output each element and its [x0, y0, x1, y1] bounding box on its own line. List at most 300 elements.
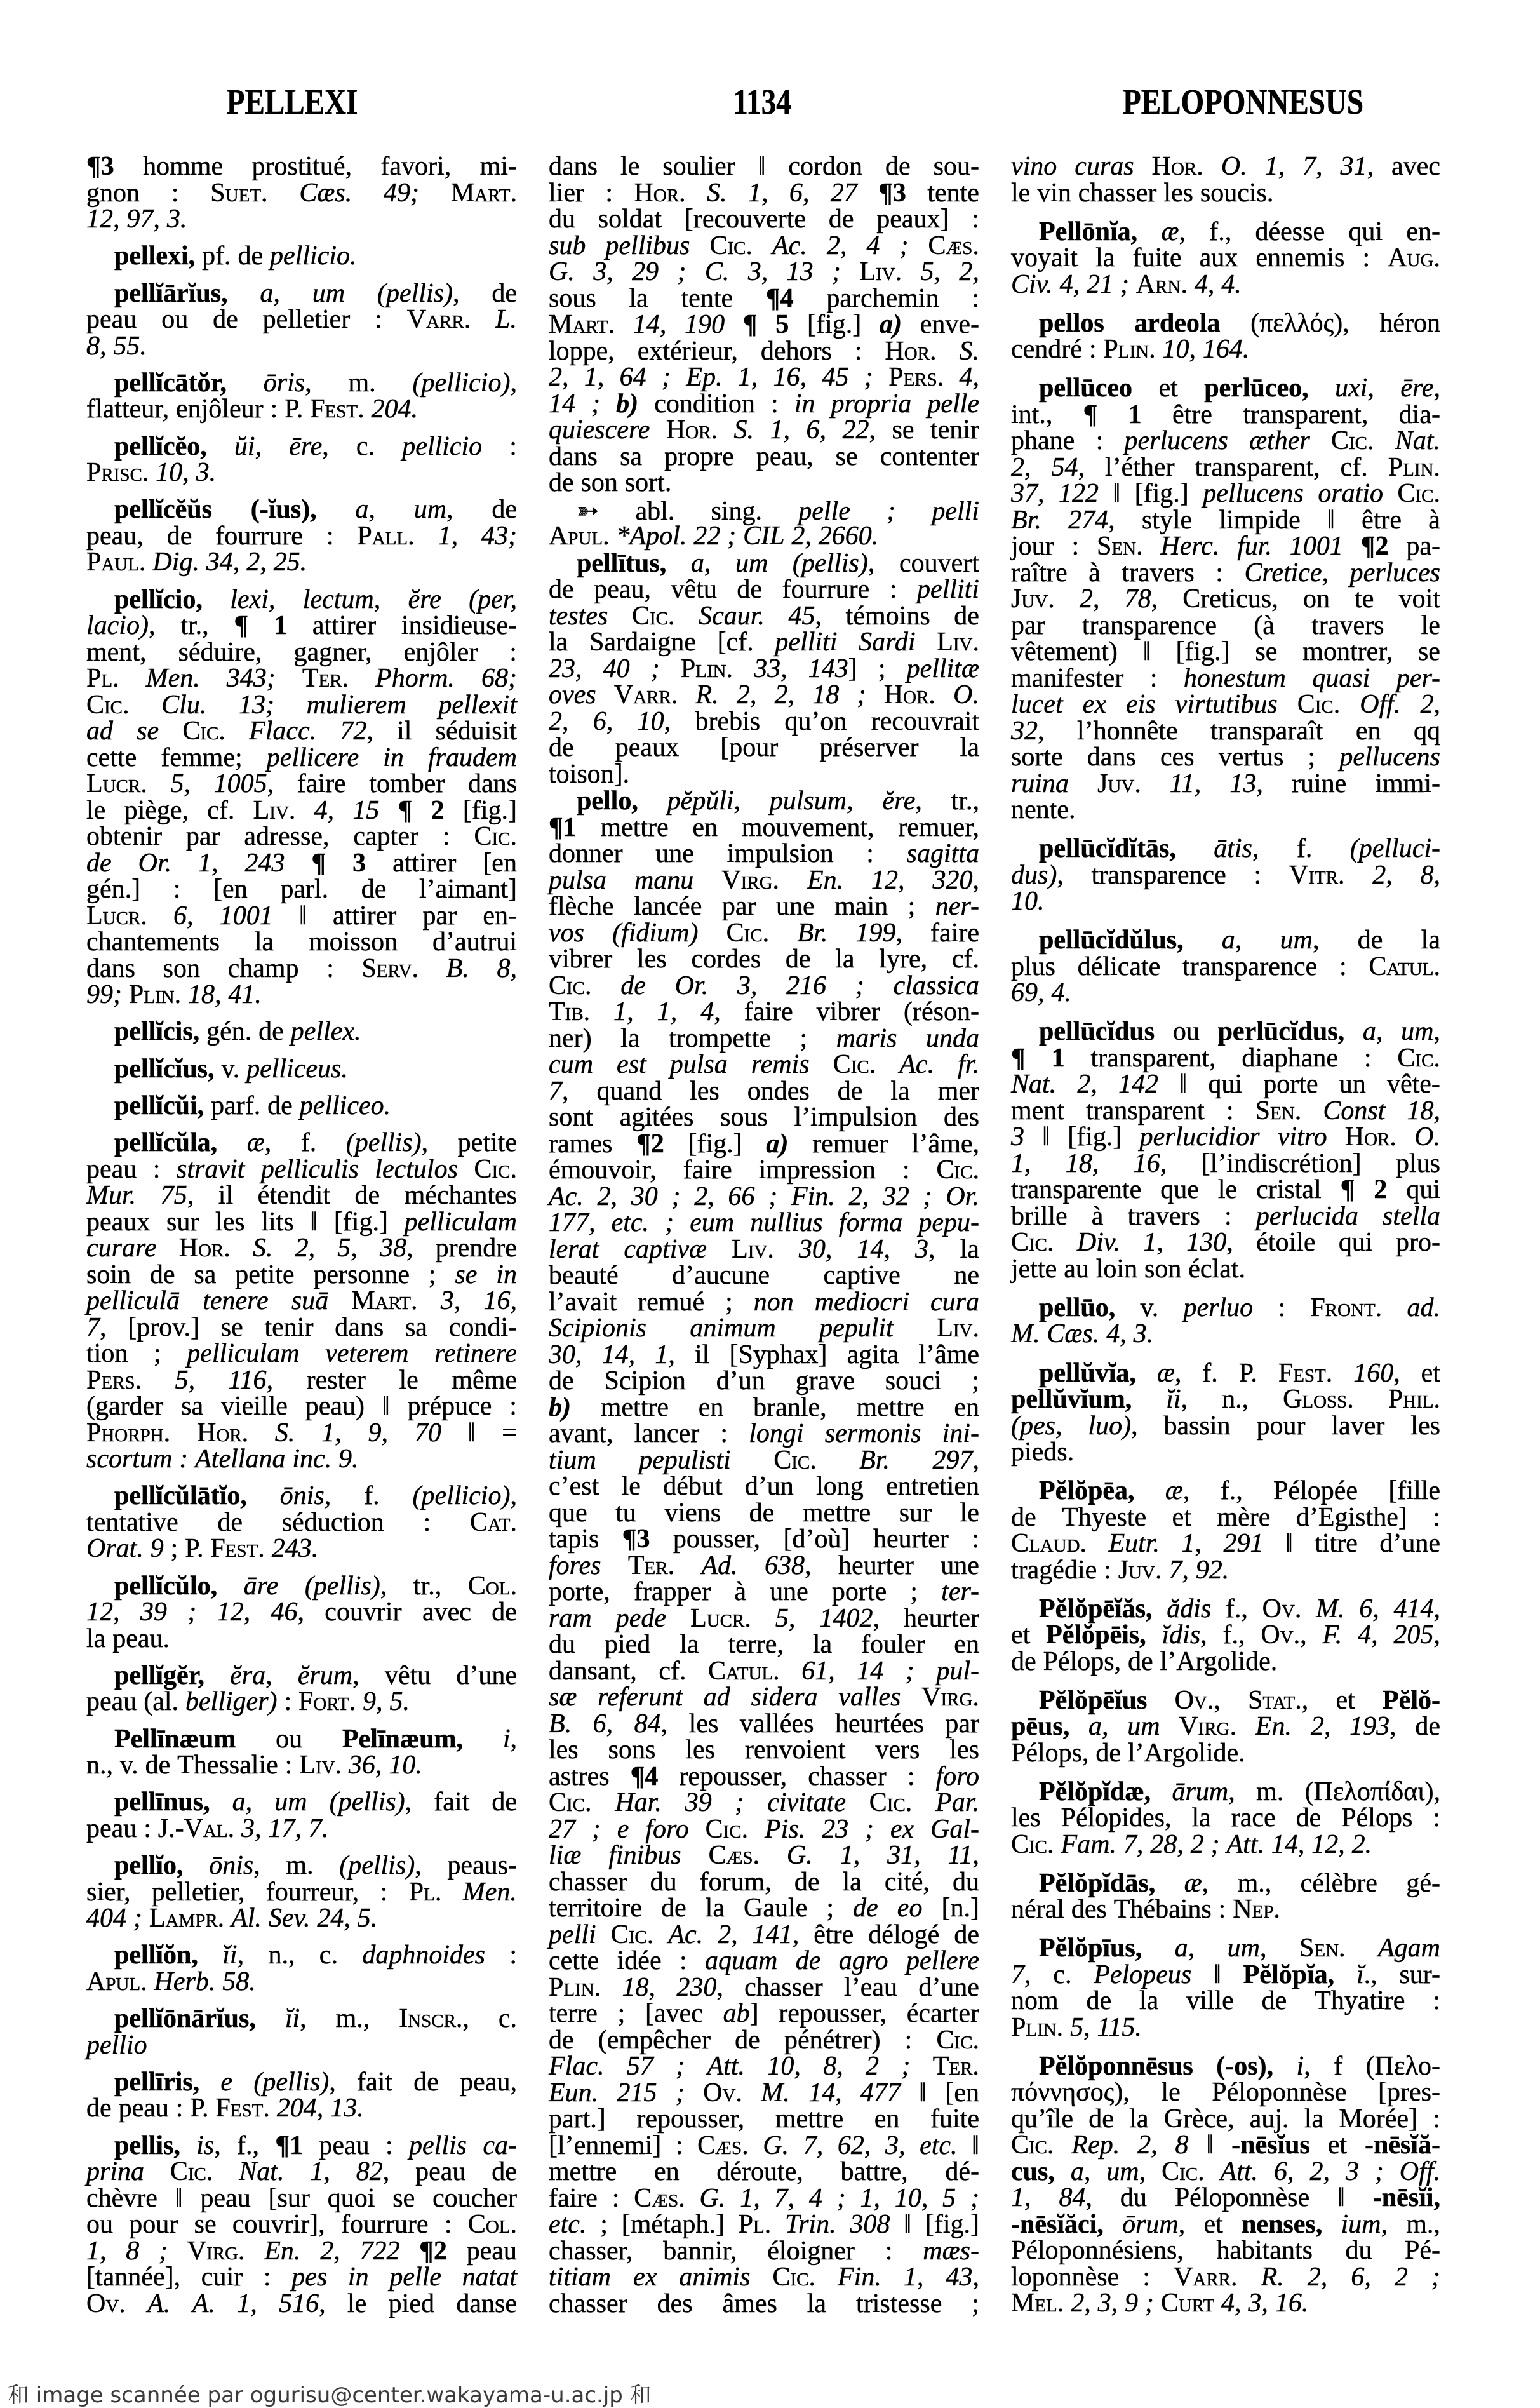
- word: [175, 2183, 183, 2213]
- word: [1226, 1829, 1264, 1859]
- text-line: [549, 2130, 979, 2160]
- word: [456, 1660, 517, 1690]
- text: les: [690, 1076, 720, 1106]
- word: [1011, 1256, 1057, 1283]
- text: :: [902, 1155, 910, 1185]
- bold-text: -nēsĭi,: [1372, 2183, 1440, 2213]
- dictionary-entry: [86, 370, 517, 423]
- italic-text: uxi,: [1335, 373, 1374, 403]
- dictionary-entry: [86, 1573, 517, 1653]
- word: [549, 2291, 627, 2318]
- italic-text: forma: [838, 1208, 903, 1237]
- author-abbreviation: Hor.: [634, 178, 686, 208]
- bold-text: 3: [352, 848, 366, 878]
- text-line: [86, 2238, 517, 2265]
- word: [86, 1877, 131, 1907]
- italic-text: natat: [462, 2263, 517, 2292]
- word: [383, 745, 404, 772]
- word: [934, 154, 979, 180]
- text: gagner,: [293, 637, 372, 667]
- italic-text: ;: [864, 1814, 874, 1844]
- italic-text: 46: [271, 1597, 298, 1627]
- word: [789, 603, 822, 630]
- word: [591, 1814, 601, 1844]
- italic-text: 92.: [1195, 1555, 1229, 1585]
- text-line: [86, 1183, 517, 1209]
- word: [775, 312, 789, 339]
- word: [310, 2159, 330, 2186]
- italic-text: quiescere: [549, 415, 650, 445]
- italic-text: (per,: [469, 584, 517, 614]
- word: [549, 812, 577, 842]
- text: f.,: [1225, 1594, 1248, 1624]
- italic-text: foro: [935, 1761, 979, 1791]
- word: [617, 523, 687, 550]
- word: [685, 1790, 712, 1817]
- text: se: [194, 2210, 217, 2239]
- text: de: [549, 575, 574, 604]
- word: [832, 1579, 887, 1606]
- word: [302, 584, 381, 614]
- text-line: [549, 1105, 979, 1131]
- word: [1273, 2156, 1294, 2186]
- text: et: [1158, 373, 1178, 403]
- text: transparent,: [1195, 452, 1320, 482]
- word: [1407, 1295, 1440, 1322]
- word: [502, 1420, 517, 1447]
- text: danse: [456, 2289, 517, 2318]
- text-line: [86, 1877, 517, 1907]
- text: le: [960, 1498, 979, 1528]
- word: [949, 1737, 979, 1764]
- italic-text: A.: [192, 2289, 215, 2318]
- word: [734, 417, 754, 444]
- italic-text: 5: [942, 2183, 956, 2213]
- word: [230, 1660, 272, 1690]
- text: se: [1417, 637, 1440, 667]
- text-line: [86, 613, 517, 640]
- word: [814, 1922, 854, 1949]
- italic-text: 43;: [481, 521, 517, 551]
- word: [824, 1263, 901, 1289]
- italic-text: Gal-: [930, 1814, 979, 1844]
- text: ;: [153, 1339, 161, 1368]
- text: chasser: [744, 1972, 823, 2002]
- italic-text: 274: [1068, 505, 1109, 535]
- word: [126, 2238, 139, 2265]
- text: style: [1141, 505, 1193, 535]
- word: [1095, 1740, 1121, 1767]
- italic-text: ;: [864, 363, 873, 392]
- word: [1355, 586, 1374, 613]
- text: sa: [620, 441, 643, 471]
- italic-text: 10,: [767, 2052, 801, 2081]
- word: [462, 2264, 517, 2291]
- word: [325, 1599, 401, 1626]
- text: vieille: [220, 1392, 288, 1421]
- word: [152, 549, 199, 576]
- word: [878, 180, 906, 207]
- dictionary-entry: [86, 1093, 517, 1120]
- italic-text: Cæs.: [1047, 1319, 1100, 1349]
- text: ,: [253, 1851, 260, 1880]
- text: sorte: [1011, 743, 1063, 772]
- text-line: [86, 1853, 517, 1880]
- word: [1120, 2185, 1147, 2212]
- word: [948, 1843, 979, 1869]
- text: écarter: [906, 1999, 979, 2028]
- word: [663, 2238, 737, 2265]
- word: [676, 1972, 723, 2002]
- word: [794, 1869, 820, 1896]
- word: [203, 1288, 268, 1315]
- word: [634, 1711, 668, 1738]
- text: transparente: [1011, 1175, 1142, 1205]
- italic-text: 115.: [1097, 2012, 1142, 2042]
- word: [312, 613, 376, 640]
- word: [1310, 1295, 1382, 1322]
- italic-text: 18,: [1065, 1148, 1099, 1178]
- word: [1231, 1805, 1276, 1832]
- italic-text: 3.: [166, 205, 187, 234]
- word: [887, 1843, 921, 1869]
- word: [936, 1157, 979, 1184]
- text: vibrer: [549, 945, 613, 974]
- word: [1322, 1622, 1342, 1649]
- text: tion: [86, 1339, 128, 1368]
- bold-text: Pĕlŏ-: [1383, 1685, 1440, 1715]
- text-line: [1011, 219, 1440, 246]
- text: transparent: [1086, 1096, 1205, 1126]
- word: [86, 2030, 147, 2060]
- italic-text: referunt: [598, 1683, 683, 1712]
- author-abbreviation: Mart.: [549, 310, 615, 339]
- italic-text: *Apol.: [616, 521, 687, 551]
- word: [1011, 771, 1069, 798]
- word: [1139, 1988, 1158, 2015]
- word: [247, 1130, 272, 1157]
- text: du: [549, 205, 575, 234]
- word: [1359, 1596, 1379, 1623]
- word: [375, 1154, 458, 1184]
- text: tragédie: [1011, 1555, 1097, 1585]
- dictionary-entry: [1011, 1295, 1440, 1348]
- word: [297, 1660, 359, 1690]
- text: pieds.: [1011, 1437, 1075, 1467]
- text-line: [1011, 1557, 1440, 1584]
- word: [1051, 452, 1085, 482]
- word: [258, 1183, 330, 1209]
- italic-text: Cretice,: [1244, 558, 1329, 588]
- word: [549, 1181, 584, 1211]
- word: [899, 1500, 932, 1527]
- text-line: [86, 1056, 517, 1083]
- bold-text: Pĕlŏpĭa,: [1243, 1960, 1335, 1989]
- word: [765, 1814, 806, 1844]
- italic-text: 6,: [806, 415, 826, 445]
- word: [352, 848, 366, 878]
- italic-text: perlucens: [1124, 426, 1228, 456]
- italic-text: ārum: [1172, 1777, 1229, 1806]
- word: [901, 2054, 910, 2080]
- word: [680, 1948, 687, 1975]
- word: [114, 370, 227, 397]
- word: [882, 1181, 909, 1211]
- word: [1081, 610, 1217, 640]
- text: femme;: [161, 743, 243, 772]
- italic-text: 516: [279, 2289, 319, 2318]
- word: [815, 1289, 909, 1316]
- italic-text: 45: [822, 363, 849, 392]
- word: [1011, 452, 1031, 482]
- text: fait: [434, 1787, 470, 1817]
- text: ;: [878, 654, 886, 683]
- text: v.: [119, 1751, 138, 1780]
- word: [1011, 1177, 1141, 1204]
- italic-text: 18,: [622, 1972, 655, 2002]
- text: :: [144, 1813, 151, 1843]
- dictionary-entry: [549, 548, 979, 789]
- word: [1088, 1714, 1109, 1740]
- word: [1122, 2209, 1186, 2239]
- word: [196, 460, 217, 487]
- word: [615, 1790, 662, 1817]
- author-abbreviation: Hor.: [178, 1234, 231, 1263]
- text-line: [549, 1052, 979, 1079]
- word: [1068, 1124, 1122, 1151]
- text-line: [549, 735, 979, 762]
- word: [1339, 744, 1440, 771]
- italic-text: um: [1127, 1712, 1160, 1742]
- word: [1394, 1596, 1441, 1623]
- dictionary-entry: [86, 1483, 517, 1563]
- text-line: [86, 1536, 517, 1563]
- author-abbreviation: J.-Val.: [157, 1813, 235, 1843]
- text: c.: [498, 2004, 517, 2033]
- word: [673, 1526, 760, 1553]
- text: champ: [227, 953, 299, 983]
- word: [1071, 2132, 1120, 2159]
- word: [598, 206, 662, 233]
- italic-text: S.: [959, 336, 979, 366]
- word: [930, 1289, 979, 1316]
- word: [748, 180, 768, 207]
- text: séduction: [281, 1507, 384, 1537]
- word: [1062, 1502, 1147, 1532]
- text-line: [86, 1789, 517, 1816]
- word: [1399, 586, 1440, 613]
- word: [549, 2264, 611, 2291]
- italic-text: 3,: [885, 2130, 906, 2160]
- word: [86, 333, 107, 360]
- italic-text: pellicio.: [270, 241, 357, 271]
- word: [185, 1536, 203, 1563]
- word: [251, 497, 317, 523]
- word: [1311, 1714, 1331, 1740]
- text: des: [1071, 1895, 1107, 1925]
- word: [1011, 639, 1118, 666]
- text-line: [1011, 1779, 1440, 1806]
- text: délicate: [1077, 952, 1161, 981]
- word: [133, 1906, 142, 1932]
- text: rames: [549, 1129, 613, 1159]
- italic-text: in: [347, 2263, 369, 2292]
- bold-text: ¶1: [275, 2130, 304, 2160]
- text: ‖: [1179, 1070, 1188, 1100]
- italic-text: 1402: [819, 1603, 873, 1633]
- italic-text: a,: [1088, 1712, 1109, 1742]
- italic-text: pellere: [906, 1946, 979, 1975]
- italic-text: āre: [243, 1571, 279, 1601]
- word: [190, 2095, 208, 2122]
- word: [807, 312, 861, 339]
- word: [1406, 2209, 1440, 2239]
- text: de: [794, 1867, 820, 1897]
- author-abbreviation: Fest.: [310, 394, 365, 424]
- text: [en: [945, 2078, 979, 2108]
- word: [657, 999, 678, 1026]
- italic-text: (pellis): [377, 278, 453, 308]
- word: [857, 682, 866, 709]
- word: [630, 1761, 659, 1791]
- text-line: [1011, 1935, 1440, 1962]
- word: [826, 1895, 834, 1922]
- text: Pélopides,: [1061, 1803, 1172, 1833]
- word: [144, 1813, 151, 1843]
- italic-text: vino: [1011, 152, 1057, 181]
- italic-text: S.: [733, 415, 754, 445]
- text: de: [1088, 2104, 1114, 2134]
- word: [492, 1599, 517, 1626]
- word: [768, 1181, 778, 1211]
- word: [720, 1421, 728, 1448]
- word: [645, 2001, 703, 2028]
- word: [808, 2183, 822, 2213]
- word: [857, 1658, 883, 1685]
- text: :: [380, 1877, 388, 1907]
- author-abbreviation: Virg.: [921, 1683, 979, 1712]
- text: chantements: [86, 927, 220, 957]
- text: πόννησος),: [1011, 2078, 1130, 2108]
- text: déesse: [1255, 217, 1325, 246]
- word: [801, 1658, 835, 1685]
- italic-text: lectulos: [375, 1154, 458, 1184]
- word: [140, 1599, 167, 1626]
- italic-text: 193: [1349, 1712, 1390, 1742]
- italic-text: Off.: [1399, 2156, 1440, 2186]
- italic-text: 61,: [801, 1656, 835, 1686]
- word: [1214, 836, 1259, 863]
- text: f.,: [1209, 217, 1232, 246]
- italic-text: 2,: [1071, 2289, 1091, 2318]
- italic-text: 97,: [126, 205, 160, 234]
- text: flatteur,: [86, 394, 170, 424]
- word: [114, 1130, 217, 1157]
- italic-text: (pellis): [792, 548, 868, 578]
- bold-text: 1: [1051, 1043, 1065, 1073]
- word: [796, 1368, 855, 1395]
- word: [932, 1445, 979, 1475]
- italic-text: Herb.: [154, 1967, 216, 1996]
- text: Péloponnèse: [1212, 2078, 1347, 2108]
- word: [1361, 534, 1389, 560]
- word: [1341, 1177, 1355, 1204]
- text-line: [1011, 428, 1440, 455]
- text-line: [1011, 1019, 1440, 1046]
- word: [945, 2080, 979, 2107]
- text: ,: [405, 1787, 412, 1817]
- word: [1237, 534, 1272, 560]
- text: soldat: [598, 205, 662, 234]
- word: [936, 2025, 979, 2055]
- word: [549, 180, 584, 207]
- author-abbreviation: Cic.: [631, 601, 675, 631]
- italic-text: sidera: [751, 1683, 818, 1712]
- text: l’âme: [918, 1340, 979, 1369]
- word: [898, 812, 979, 842]
- word: [705, 259, 730, 286]
- bold-text: pellĭcĭus,: [114, 1054, 215, 1084]
- word: [1150, 1829, 1184, 1859]
- word: [86, 1288, 180, 1315]
- text: par: [1011, 610, 1045, 640]
- word: [1362, 505, 1402, 535]
- word: [1071, 2290, 1091, 2317]
- italic-text: de: [795, 1946, 821, 1975]
- author-abbreviation: Cic.: [1011, 1228, 1054, 1258]
- word: [1097, 534, 1143, 560]
- italic-text: a,: [232, 1787, 253, 1817]
- text-line: [549, 1526, 979, 1553]
- word: [177, 1752, 278, 1779]
- word: [1078, 180, 1157, 207]
- word: [86, 692, 130, 719]
- word: [549, 1526, 599, 1553]
- text: loponnèse: [1011, 2262, 1120, 2292]
- word: [1051, 980, 1071, 1007]
- word: [918, 1210, 979, 1237]
- word: [86, 2291, 126, 2318]
- word: [280, 1483, 331, 1510]
- text: ,: [1139, 2156, 1146, 2186]
- word: [263, 307, 351, 333]
- word: [171, 1536, 178, 1563]
- word: [930, 2106, 979, 2133]
- word: [86, 154, 114, 180]
- word: [549, 2238, 633, 2265]
- word: [743, 312, 758, 339]
- text: parl.: [280, 875, 329, 904]
- bold-text: ardeola: [1134, 308, 1221, 338]
- text: [l’indiscrétion]: [1201, 1148, 1362, 1178]
- text-line: [86, 2006, 517, 2033]
- word: [129, 982, 181, 1009]
- text: enve-: [920, 310, 979, 339]
- text: voyait: [1011, 243, 1078, 273]
- text-line: [1011, 744, 1440, 771]
- word: [1098, 2290, 1118, 2317]
- text: terre: [549, 1999, 598, 2028]
- text: :: [1142, 2262, 1151, 2292]
- text-line: [549, 973, 979, 1000]
- word: [1388, 1387, 1440, 1413]
- word: [1221, 2290, 1242, 2317]
- word: [549, 1342, 582, 1369]
- author-abbreviation: Cæs.: [708, 1841, 760, 1870]
- word: [86, 2095, 112, 2122]
- italic-text: longi: [749, 1419, 804, 1448]
- word: [616, 391, 638, 418]
